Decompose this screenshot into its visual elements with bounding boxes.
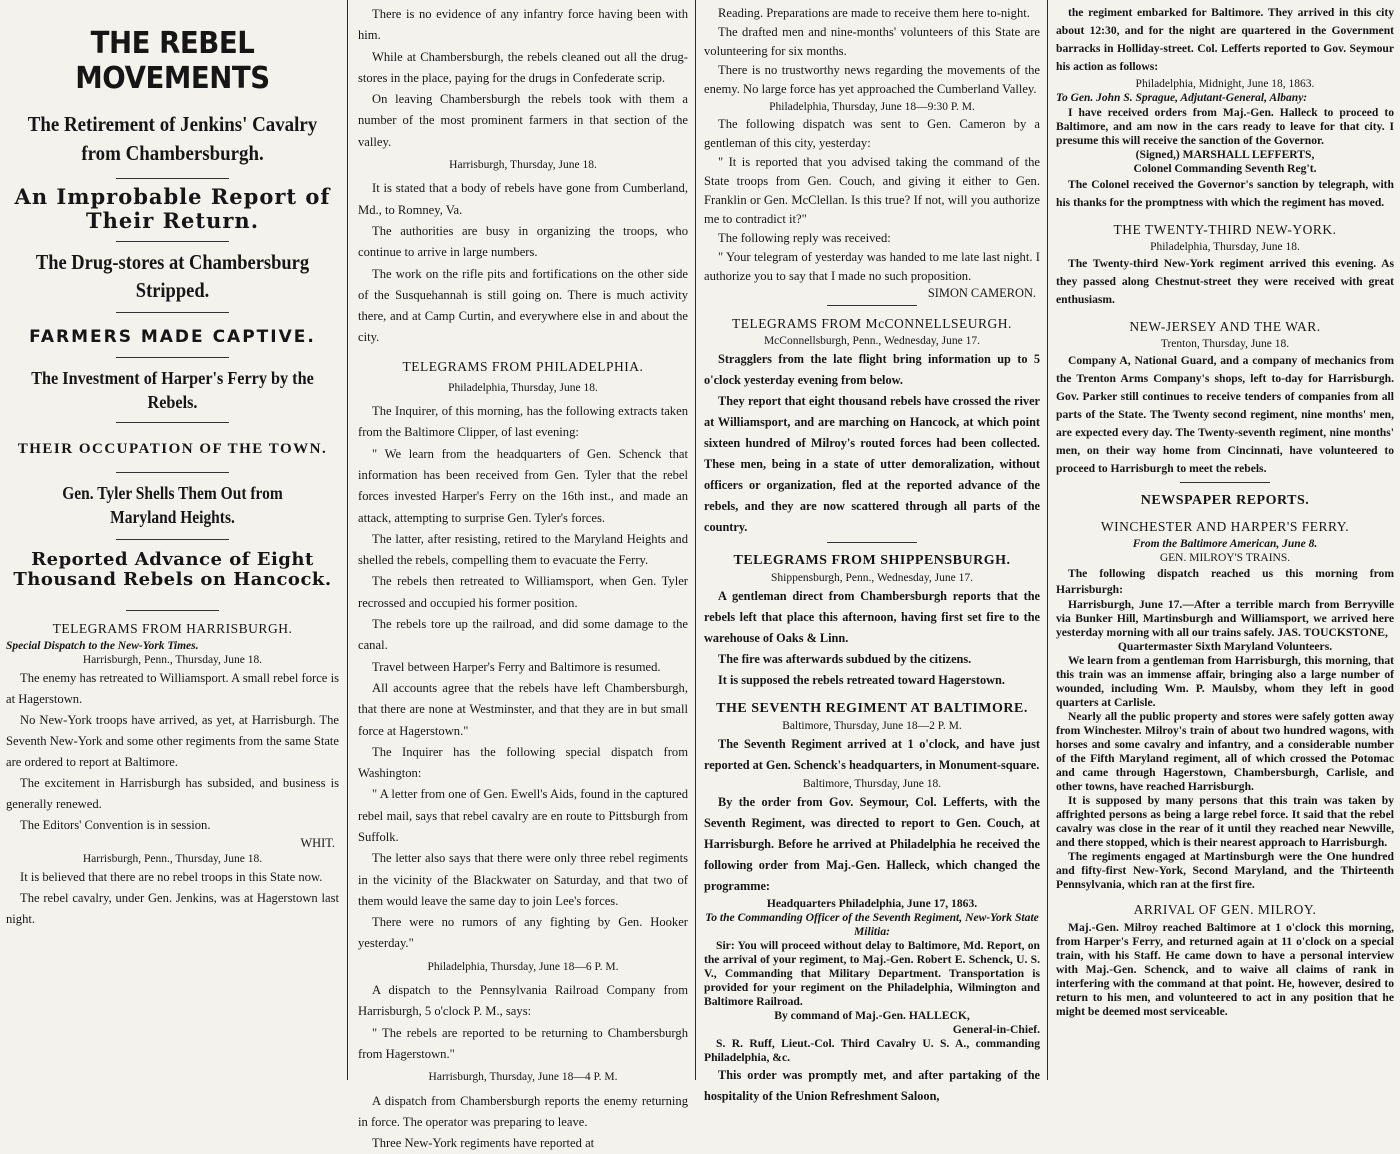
paragraph: The following reply was received:	[718, 231, 891, 245]
dateline: Philadelphia, Midnight, June 18, 1863.	[1135, 78, 1315, 90]
paragraph: " We learn from the headquarters of Gen. Schenck that information has been received from Gen. Tyler that the rebel forces invested Harper's Ferry on the 16th inst., and made an attack, attempting to surprise Gen. Tyler's forces.	[358, 446, 688, 525]
paragraph: It is supposed by many persons that this train was taken by affrighted persons as being a large rebel force. It said that the rebel cavalry was close in the rear of it until they reached near Newville, and there stopped, which is their nearest approach to Harrisburgh.	[1056, 794, 1394, 849]
deck-improbable-report: An Improbable Report of Their Return.	[14, 184, 331, 233]
paragraph: The rebel cavalry, under Gen. Jenkins, was at Hagerstown last night.	[6, 891, 339, 926]
paragraph: On leaving Chambersburgh the rebels took with them a number of the most prominent farmers in that section of the valley.	[358, 92, 688, 149]
divider	[126, 610, 219, 611]
signature: WHIT.	[300, 836, 335, 850]
section-title-milroy: ARRIVAL OF GEN. MILROY.	[1133, 902, 1317, 917]
paragraph: Nearly all the public property and stores were safely gotten away from Winchester. Milroy's train of about two hundred wagons, with horses and some cavalry and infantry, and a considerable number of the Fifth Maryland regiment, all of which crossed the Potomac and came through Hagerstown, Chambersburgh, Carlisle, and other towns, have reached Harrisburgh.	[1056, 710, 1394, 793]
paragraph: The latter, after resisting, retired to the Maryland Heights and shelled the rebels, compelling them to evacuate the Ferry.	[358, 531, 688, 568]
subheading: GEN. MILROY'S TRAINS.	[1159, 552, 1291, 564]
paragraph: The rebels tore up the railroad, and did some damage to the canal.	[358, 617, 688, 653]
paragraph: The Inquirer, of this morning, has the following extracts taken from the Baltimore Clipper, of last evening:	[358, 404, 688, 440]
divider	[1180, 482, 1270, 483]
dateline: McConnellsburgh, Penn., Wednesday, June 17.	[763, 335, 981, 347]
paragraph: I have received orders from Maj.-Gen. Halleck to proceed to Baltimore, and am now in the cars ready to leave for that city. I presume this will receive the sanction of the Governor.	[1056, 106, 1394, 147]
dateline: Baltimore, Thursday, June 18.	[802, 778, 942, 790]
signature: General-in-Chief.	[952, 1023, 1040, 1036]
column-2	[352, 0, 694, 1151]
deck-tyler-shells: Gen. Tyler Shells Them Out from Maryland Heights.	[62, 483, 283, 527]
credit-line: From the Baltimore American, June 8.	[1132, 538, 1318, 550]
paragraph: The following dispatch reached us this morning from Harrisburgh:	[1056, 567, 1394, 596]
paragraph: The enemy has retreated to Williamsport. A small rebel force is at Hagerstown.	[6, 671, 339, 706]
paragraph: The authorities are busy in organizing the troops, who continue to arrive in large numbers.	[358, 223, 688, 260]
signature: By command of Maj.-Gen. HALLECK,	[774, 1009, 970, 1022]
paragraph: " It is reported that you advised taking the command of the State troops from Gen. Couch, and giving it either to Gen. Franklin or Gen. McClellan. Is this true? If not, will you authorize me to contradict it?"	[704, 155, 1040, 226]
paragraph: The following dispatch was sent to Gen. Cameron by a gentleman of this city, yesterday:	[704, 117, 1040, 150]
dateline: Philadelphia, Thursday, June 18—6 P. M.	[427, 960, 619, 973]
paragraph: A dispatch to the Pennsylvania Railroad Company from Harrisburgh, 5 o'clock P. M., says:	[358, 983, 688, 1019]
paragraph: There were no rumors of any fighting by Gen. Hooker yesterday."	[358, 915, 688, 951]
section-title-mcconnellsburgh: TELEGRAMS FROM McCONNELLSEURGH.	[732, 316, 1012, 331]
column-rule	[1047, 0, 1048, 1080]
paragraph: This order was promptly met, and after partaking of the hospitality of the Union Refreshment Saloon,	[704, 1068, 1040, 1103]
paragraph: There is no trustworthy news regarding the movements of the enemy. No large force has yet approached the Cumberland Valley.	[704, 63, 1040, 96]
addressee: To Gen. John S. Sprague, Adjutant-General, Albany:	[1056, 92, 1308, 104]
divider	[116, 472, 229, 473]
paragraph: Sir: You will proceed without delay to Baltimore, Md. Report, on the arrival of your regiment, to Maj.-Gen. Robert E. Schenck, U. S. V., Commanding that Military Department. Transportation is provided for your regiment on the Philadelphia, Wilmington and Baltimore Railroad.	[704, 939, 1040, 1008]
column-3	[698, 0, 1046, 1103]
paragraph: It is stated that a body of rebels have gone from Cumberland, Md., to Romney, Va.	[358, 181, 688, 217]
paragraph: The rebels then retreated to Williamsport, when Gen. Tyler recrossed and occupied his former position.	[358, 574, 688, 610]
dateline: Harrisburgh, Thursday, June 18—4 P. M.	[428, 1071, 618, 1084]
paragraph: Maj.-Gen. Milroy reached Baltimore at 1 o'clock this morning, from Harper's Ferry, and returned again at 11 o'clock on a special train, with his Staff. He came down to have a personal interview with Maj.-Gen. Schenck, and to waive all claims of rank in interfering with the command at that point. He, however, desired to return to his men, and volunteered to act in any position that he might be deemed most serviceable.	[1056, 921, 1394, 1018]
divider	[827, 542, 917, 543]
paragraph: The Editors' Convention is in session.	[20, 818, 211, 832]
dateline: Harrisburgh, Thursday, June 18.	[449, 159, 597, 172]
paragraph: The fire was afterwards subdued by the citizens.	[718, 652, 972, 666]
paragraph: Company A, National Guard, and a company of mechanics from the Trenton Arms Company's shops, left to-day for Harrisburgh. Gov. Parker still continues to receive tenders of companies from all parts of the State. The Twenty second regiment, nine months' men, are expected every day. The Twenty-seventh regiment, nine months' men, on their way home from Cincinnati, have volunteered to proceed to Harrisburgh to meet the rebels.	[1056, 354, 1394, 475]
column-4	[1050, 0, 1400, 1080]
paragraph: The letter also says that there were only three rebel regiments in the vicinity of the Blackwater on Saturday, and that two of them would leave the same day to join Lee's forces.	[358, 851, 688, 908]
paragraph: A gentleman direct from Chambersburgh reports that the rebels left that place this afternoon, having first set fire to the warehouse of Oaks & Linn.	[704, 589, 1040, 645]
paragraph: " A letter from one of Gen. Ewell's Aids, found in the captured rebel mail, says that rebel cavalry are en route to Pittsburgh from Suffolk.	[358, 787, 688, 844]
paragraph: We learn from a gentleman from Harrisburgh, this morning, that this train was an immense affair, bringing also a large number of wounded, including Wm. P. Maulsby, whom they left in good quarters at Carlisle.	[1056, 654, 1394, 709]
paragraph: It is believed that there are no rebel troops in this State now.	[20, 870, 323, 884]
divider	[116, 241, 229, 242]
paragraph: The work on the rifle pits and fortifications on the other side of the Susquehannah is still going on. There is much activity there, and at Camp Curtin, and everywhere else in and about the city.	[358, 266, 688, 345]
paragraph: The regiments engaged at Martinsburgh were the One hundred and fifty-first New-York, Second Maryland, and the Thirteenth Pennsylvania, which ran at the first fire.	[1056, 850, 1394, 891]
deck-jenkins: The Retirement of Jenkins' Cavalry from Chambersburgh.	[27, 112, 318, 165]
deck-occupation: THEIR OCCUPATION OF THE TOWN.	[17, 441, 328, 457]
divider	[116, 539, 229, 540]
signature: (Signed,) MARSHALL LEFFERTS,	[1135, 148, 1315, 161]
paragraph: The Twenty-third New-York regiment arrived this evening. As they passed along Chestnut-street they were received with great enthusiasm.	[1056, 257, 1394, 306]
paragraph: The Colonel received the Governor's sanction by telegraph, with his thanks for the promptness with which the regiment has moved.	[1056, 178, 1394, 209]
signature: Colonel Commanding Seventh Reg't.	[1133, 162, 1317, 175]
divider	[116, 178, 229, 179]
divider	[116, 312, 229, 313]
order-heading: Headquarters Philadelphia, June 17, 1863.	[766, 897, 978, 910]
paragraph: They report that eight thousand rebels have crossed the river at Williamsport, and are marching on Hancock, at which point sixteen hundred of Milroy's routed forces had been collected. These men, being in a state of utter demoralization, without officers or organization, fled at the reported advance of the rebels, and they are now scattered through all parts of the country.	[704, 394, 1040, 534]
credit-line: Special Dispatch to the New-York Times.	[6, 640, 199, 652]
dateline: Harrisburgh, Penn., Thursday, June 18.	[82, 853, 263, 865]
section-title-twenty-third: THE TWENTY-THIRD NEW-YORK.	[1113, 222, 1337, 237]
paragraph: " The rebels are reported to be returning to Chambersburgh from Hagerstown."	[358, 1025, 688, 1061]
divider	[827, 305, 917, 306]
dateline: Trenton, Thursday, June 18.	[1160, 338, 1290, 350]
column-1	[0, 0, 345, 1080]
deck-hancock: Reported Advance of Eight Thousand Rebels on Hancock.	[13, 549, 332, 590]
order-addressee: To the Commanding Officer of the Seventh Regiment, New-York State Militia:	[705, 911, 1039, 938]
dateline: Shippensburgh, Penn., Wednesday, June 17.	[770, 572, 973, 584]
paragraph: While at Chambersburgh, the rebels cleaned out all the drug-stores in the place, paying for the drugs in Confederate scrip.	[358, 49, 688, 85]
dateline: Baltimore, Thursday, June 18—2 P. M.	[782, 720, 962, 732]
section-title-winchester: WINCHESTER AND HARPER'S FERRY.	[1100, 519, 1350, 534]
paragraph: The drafted men and nine-months' volunteers of this State are volunteering for six months.	[704, 25, 1040, 58]
section-title-philadelphia: TELEGRAMS FROM PHILADELPHIA.	[402, 358, 644, 374]
dateline: Harrisburgh, Penn., Thursday, June 18.	[82, 654, 263, 666]
paragraph: Travel between Harper's Ferry and Baltimore is resumed.	[372, 659, 661, 674]
paragraph: All accounts agree that the rebels have left Chambersburgh, that there are none at Westminster, and that they are in but small force at Hagerstown."	[358, 680, 688, 738]
deck-farmers: FARMERS MADE CAPTIVE.	[29, 327, 316, 347]
paragraph: The Seventh Regiment arrived at 1 o'clock, and have just reported at Gen. Schenck's headquarters, in Monument-square.	[704, 737, 1040, 772]
dateline: Philadelphia, Thursday, June 18—9:30 P. M.	[769, 101, 975, 113]
paragraph: Stragglers from the late flight bring information up to 5 o'clock yesterday evening from below.	[704, 352, 1040, 387]
deck-drug-stores: The Drug-stores at Chambersburg Stripped.	[35, 250, 310, 302]
paragraph: the regiment embarked for Baltimore. They arrived in this city about 12:30, and for the night are quartered in the Government barracks in Holliday-street. Col. Lefferts reported to Gov. Seymour his action as follows:	[1056, 6, 1394, 73]
paragraph: Three New-York regiments have reported at	[372, 1136, 595, 1151]
paragraph: " Your telegram of yesterday was handed to me late last night. I authorize you to say that I made no such proposition.	[704, 250, 1040, 283]
section-title-harrisburgh: TELEGRAMS FROM HARRISBURGH.	[52, 621, 293, 636]
section-title-new-jersey: NEW-JERSEY AND THE WAR.	[1129, 319, 1321, 334]
column-rule	[695, 0, 696, 1080]
paragraph: By the order from Gov. Seymour, Col. Lefferts, with the Seventh Regiment, was directed to report to Gen. Couch, at Harrisburgh. Before he arrived at Philadelphia he received the following order from Maj.-Gen. Halleck, which changed the programme:	[704, 795, 1040, 893]
paragraph: No New-York troops have arrived, as yet, at Harrisburgh. The Seventh New-York and some other regiments from the same State are ordered to report at Baltimore.	[6, 713, 339, 769]
dateline: Philadelphia, Thursday, June 18.	[1150, 241, 1300, 253]
paragraph: Harrisburgh, June 17.—After a terrible march from Berryville via Bunker Hill, Martinsburgh and Williamsport, we arrived here yesterday morning with all our trains safely. JAS. TOUCKSTONE,	[1056, 598, 1394, 639]
paragraph: The excitement in Harrisburgh has subsided, and business is generally renewed.	[6, 776, 339, 811]
paragraph: A dispatch from Chambersburgh reports the enemy returning in force. The operator was preparing to leave.	[358, 1093, 688, 1129]
dateline: Philadelphia, Thursday, June 18.	[448, 381, 598, 394]
section-title-seventh-regiment: THE SEVENTH REGIMENT AT BALTIMORE.	[716, 701, 1028, 716]
deck-harpers-ferry: The Investment of Harper's Ferry by the Rebels.	[31, 368, 314, 412]
divider	[116, 357, 229, 358]
signature: SIMON CAMERON.	[927, 286, 1036, 300]
section-title-newspaper-reports: NEWSPAPER REPORTS.	[1140, 493, 1310, 508]
paragraph: Reading. Preparations are made to receive them here to-night.	[718, 6, 1030, 20]
section-title-shippensburgh: TELEGRAMS FROM SHIPPENSBURGH.	[733, 553, 1011, 568]
paragraph: It is supposed the rebels retreated toward Hagerstown.	[718, 673, 1005, 687]
signature: Quartermaster Sixth Maryland Volunteers.	[1117, 640, 1333, 653]
paragraph: The Inquirer has the following special dispatch from Washington:	[358, 744, 688, 781]
paragraph: There is no evidence of any infantry force having been with him.	[358, 7, 688, 43]
divider	[116, 422, 229, 423]
headline: THE REBEL MOVEMENTS	[75, 26, 270, 96]
paragraph: S. R. Ruff, Lieut.-Col. Third Cavalry U. S. A., commanding Philadelphia, &c.	[704, 1037, 1040, 1064]
column-rule	[347, 0, 348, 1080]
